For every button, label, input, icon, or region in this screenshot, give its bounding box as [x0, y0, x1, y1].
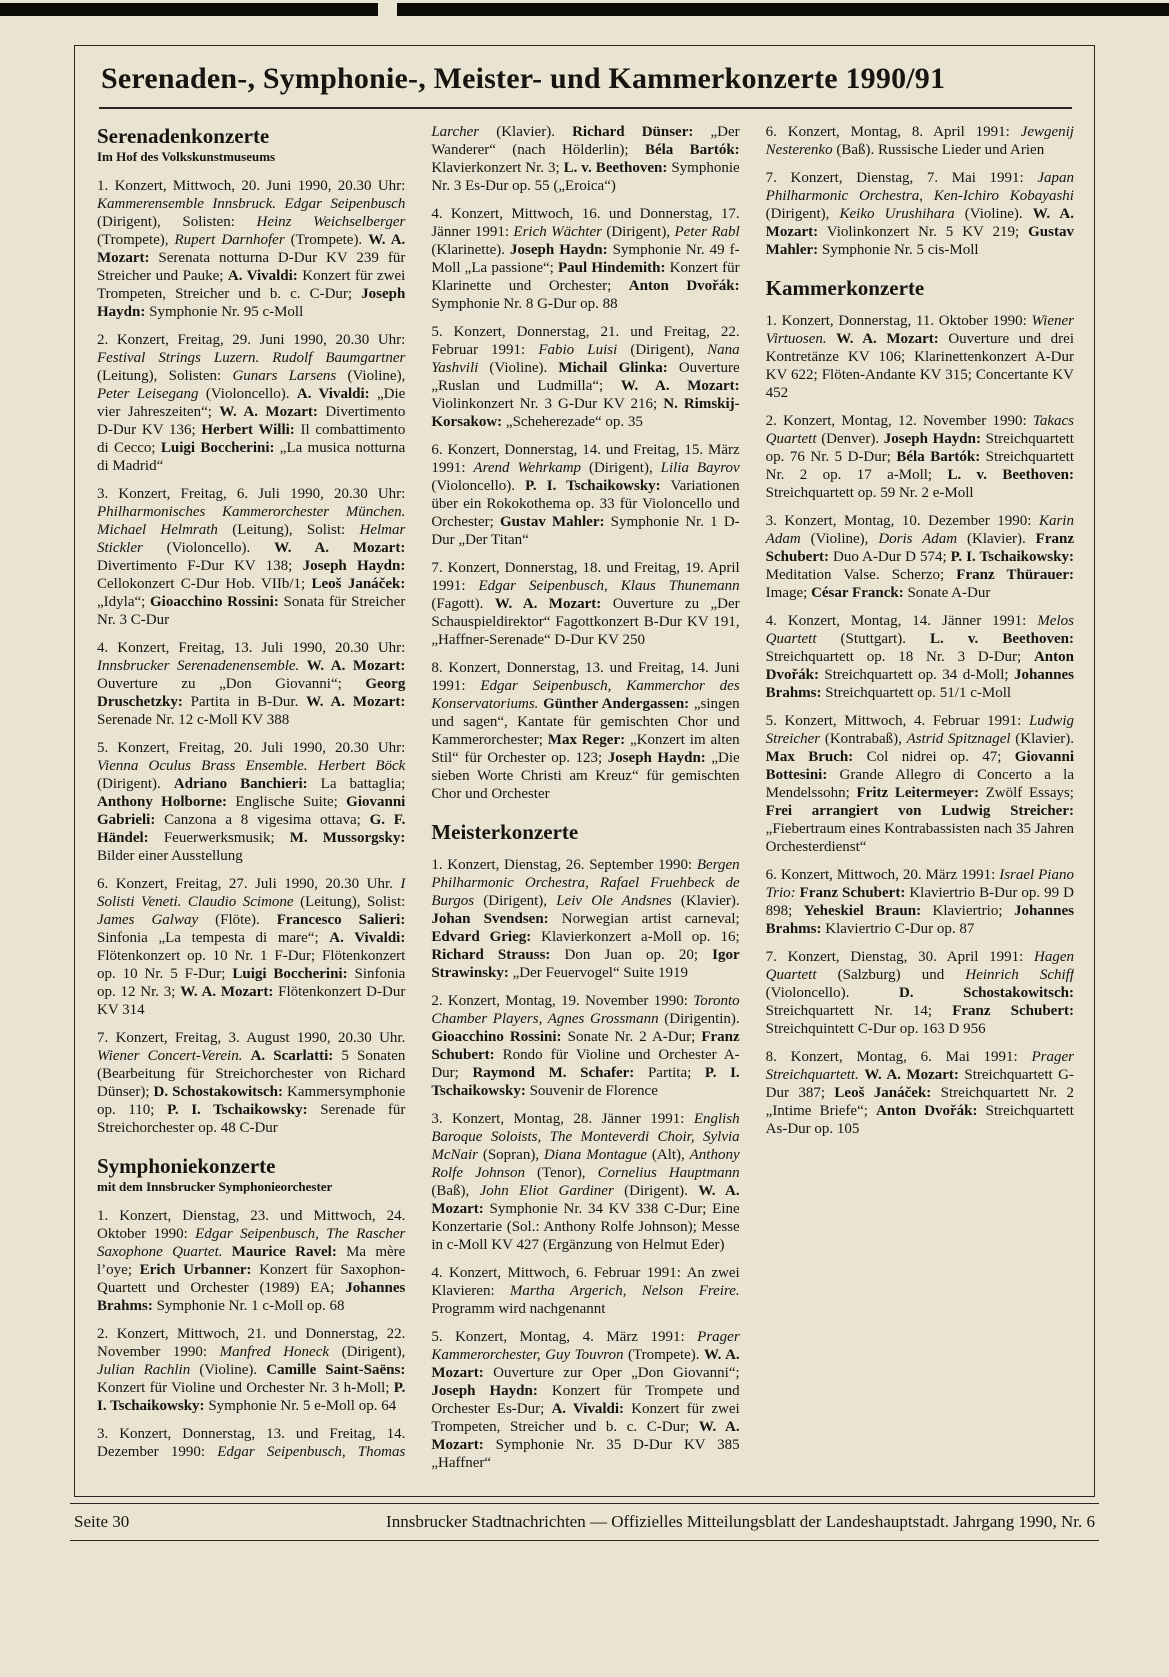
composer-name: Richard Dünser:: [572, 123, 694, 140]
composer-name: Joseph Haydn:: [431, 1382, 538, 1399]
ensemble-performer-name: Melos Quartett: [765, 612, 1074, 647]
concert-entry: 6. Konzert, Montag, 8. April 1991: Jewgenij Nesterenko (Baß). Russische Lieder und Arien: [765, 123, 1074, 158]
composer-name: P. I. Tschaikowsky:: [97, 1379, 406, 1414]
composer-name: Giovanni Bottesini:: [765, 748, 1074, 783]
ensemble-performer-name: Hagen Quartett: [765, 948, 1074, 983]
concert-entry: 1. Konzert, Mittwoch, 20. Juni 1990, 20.30 Uhr: Kammerensemble Innsbruck. Edgar Seipenbusch (Dirigent), Solisten: Heinz Weichselberger (Trompete), Rupert Darnhofer (Trompete). W. A. Mozart: Serenata notturna D-Dur KV 239 für Streicher und Pauke; A. Vivaldi: Konzert für zwei Trompeten, Streicher und b. c. C-Dur; Joseph Haydn: Symphonie Nr. 95 c-Moll: [97, 177, 406, 320]
section-heading-symphoniekonzerte: Symphoniekonzerte: [97, 1153, 276, 1178]
ensemble-performer-name: Edgar Seipenbusch, Kammerchor des Konservatoriums.: [431, 677, 740, 712]
composer-name: Joseph Haydn:: [302, 557, 406, 574]
composer-name: Luigi Boccherini:: [160, 439, 275, 456]
page-title: Serenaden-, Symphonie-, Meister- und Kammerkonzerte 1990/91: [101, 62, 946, 95]
ensemble-performer-name: Manfred Honeck: [219, 1343, 330, 1360]
concert-entry: 4. Konzert, Montag, 14. Jänner 1991: Melos Quartett (Stuttgart). L. v. Beethoven: Streichquartett op. 18 Nr. 3 D-Dur; Anton Dvořák: Streichquartett op. 34 d-Moll; Johannes Brahms: Streichquartett op. 51/1 c-Moll: [765, 612, 1074, 701]
composer-name: Herbert Willi:: [201, 421, 295, 438]
title-divider: [99, 107, 1072, 109]
ensemble-performer-name: Festival Strings Luzern. Rudolf Baumgartner: [97, 349, 406, 366]
composer-name: Erich Urbanner:: [139, 1261, 252, 1278]
composer-name: W. A. Mozart:: [274, 539, 406, 556]
composer-name: Johan Svendsen:: [431, 910, 549, 927]
concert-entry: 1. Konzert, Dienstag, 26. September 1990: Bergen Philharmonic Orchestra, Rafael Fruehbeck de Burgos (Dirigent), Leiv Ole Andsnes (Klavier). Johan Svendsen: Norwegian artist carneval; Edvard Grieg: Klavierkonzert a-Moll op. 16; Richard Strauss: Don Juan op. 20; Igor Strawinsky: „Der Feuervogel“ Suite 1919: [431, 856, 740, 981]
article-box: [74, 45, 1095, 1497]
composer-name: Gustav Mahler:: [765, 223, 1074, 258]
composer-name: Luigi Boccherini:: [232, 965, 348, 982]
publication-line: Innsbrucker Stadtnachrichten — Offizielles Mitteilungsblatt der Landeshauptstadt. Jahrgang 1990, Nr. 6: [386, 1512, 1095, 1531]
concert-entry: 3. Konzert, Montag, 10. Dezember 1990: Karin Adam (Violine), Doris Adam (Klavier). Franz Schubert: Duo A-Dur D 574; P. I. Tschaikowsky: Meditation Valse. Scherzo; Franz Thürauer: Image; César Franck: Sonate A-Dur: [765, 512, 1074, 601]
ensemble-performer-name: Nana Yashvili: [431, 341, 740, 376]
composer-name: P. I. Tschaikowsky:: [431, 1064, 740, 1099]
composer-name: D. Schostakowitsch:: [898, 984, 1074, 1001]
top-rule-bar: [0, 3, 1169, 16]
ensemble-performer-name: Cornelius Hauptmann: [597, 1164, 740, 1181]
ensemble-performer-name: Fabio Luisi: [538, 341, 618, 358]
composer-name: Johannes Brahms:: [765, 666, 1074, 701]
composer-name: Gioacchino Rossini:: [149, 593, 279, 610]
top-bar-right-segment: [397, 3, 1169, 16]
ensemble-performer-name: Edgar Seipenbusch, The Rascher Saxophone Quartet.: [97, 1225, 406, 1260]
composer-name: Yeheskiel Braun:: [803, 902, 922, 919]
composer-name: W. A. Mozart:: [836, 330, 939, 347]
ensemble-performer-name: Heinz Weichselberger: [256, 213, 406, 230]
concert-entry: 3. Konzert, Montag, 28. Jänner 1991: English Baroque Soloists, The Monteverdi Choir, Sylvia McNair (Sopran), Diana Montague (Alt), Anthony Rolfe Johnson (Tenor), Cornelius Hauptmann (Baß), John Eliot Gardiner (Dirigent). W. A. Mozart: Symphonie Nr. 34 KV 338 C-Dur; Eine Konzertarie (Sol.: Anthony Rolfe Johnson); Messe in c-Moll KV 427 (Ergänzung von Helmut Eder): [431, 1110, 740, 1253]
concert-entry: 5. Konzert, Freitag, 20. Juli 1990, 20.30 Uhr: Vienna Oculus Brass Ensemble. Herbert Böck (Dirigent). Adriano Banchieri: La battaglia; Anthony Holborne: Englische Suite; Giovanni Gabrieli: Canzona a 8 vigesima ottava; G. F. Händel: Feuerwerksmusik; M. Mussorgsky: Bilder einer Ausstellung: [97, 739, 406, 864]
ensemble-performer-name: Edgar Seipenbusch, Klaus Thunemann: [478, 577, 740, 594]
concert-entry: 3. Konzert, Freitag, 6. Juli 1990, 20.30 Uhr: Philharmonisches Kammerorchester München. Michael Helmrath (Leitung), Solist: Helmar Stickler (Violoncello). W. A. Mozart: Divertimento F-Dur KV 138; Joseph Haydn: Cellokonzert C-Dur Hob. VIIb/1; Leoš Janáček: „Idyla“; Gioacchino Rossini: Sonata für Streicher Nr. 3 C-Dur: [97, 485, 406, 628]
ensemble-performer-name: John Eliot Gardiner: [479, 1182, 614, 1199]
composer-name: Edvard Grieg:: [431, 928, 532, 945]
composer-name: W. A. Mozart:: [306, 693, 406, 710]
composer-name: Gustav Mahler:: [499, 513, 605, 530]
composer-name: L. v. Beethoven:: [947, 466, 1074, 483]
concert-entry: 5. Konzert, Donnerstag, 21. und Freitag, 22. Februar 1991: Fabio Luisi (Dirigent), Nana Yashvili (Violine). Michail Glinka: Ouverture „Ruslan und Ludmilla“; W. A. Mozart: Violinkonzert Nr. 3 G-Dur KV 216; N. Rimskij-Korsakow: „Scheherezade“ op. 35: [431, 323, 740, 430]
composer-name: Anton Dvořák:: [628, 277, 740, 294]
composer-name: A. Scarlatti:: [250, 1047, 334, 1064]
composer-name: Max Reger:: [547, 731, 626, 748]
footer-row: [70, 1504, 1099, 1540]
composer-name: Giovanni Gabrieli:: [97, 793, 406, 828]
concert-entry: 4. Konzert, Mittwoch, 6. Februar 1991: An zwei Klavieren: Martha Argerich, Nelson Freire. Programm wird nachgenannt: [431, 1264, 740, 1317]
composer-name: Joseph Haydn:: [97, 285, 406, 320]
ensemble-performer-name: Philharmonisches Kammerorchester München. Michael Helmrath: [97, 503, 406, 538]
section-subheading-serenadenkonzerte: Im Hof des Volkskunstmuseums: [97, 148, 276, 164]
ensemble-performer-name: Edgar Seipenbusch, Thomas Larcher: [217, 123, 480, 1460]
section-subheading-symphoniekonzerte: mit dem Innsbrucker Symphonieorchester: [97, 1178, 333, 1194]
composer-name: Adriano Banchieri:: [173, 775, 308, 792]
composer-name: L. v. Beethoven:: [930, 630, 1074, 647]
composer-name: Max Bruch:: [765, 748, 854, 765]
composer-name: Richard Strauss:: [431, 946, 551, 963]
ensemble-performer-name: Toronto Chamber Players, Agnes Grossmann: [431, 992, 740, 1027]
ensemble-performer-name: Karin Adam: [765, 512, 1074, 547]
section-kammerkonzerte: [766, 277, 1074, 1138]
concert-columns: [97, 123, 1074, 1479]
ensemble-performer-name: Kammerensemble Innsbruck. Edgar Seipenbusch: [97, 195, 406, 212]
section-heading-serenadenkonzerte: Serenadenkonzerte: [97, 123, 270, 148]
composer-name: A. Vivaldi:: [296, 385, 370, 402]
ensemble-performer-name: Erich Wächter: [513, 223, 602, 240]
composer-name: Frei arrangiert von Ludwig Streicher:: [765, 802, 1074, 819]
composer-name: A. Vivaldi:: [551, 1400, 625, 1417]
concert-entry: 4. Konzert, Freitag, 13. Juli 1990, 20.30 Uhr: Innsbrucker Serenadenensemble. W. A. Mozart: Ouverture zu „Don Giovanni“; Georg Druschetzky: Partita in B-Dur. W. A. Mozart: Serenade Nr. 12 c-Moll KV 388: [97, 639, 406, 728]
concert-entry: 7. Konzert, Dienstag, 30. April 1991: Hagen Quartett (Salzburg) und Heinrich Schiff (Violoncello). D. Schostakowitsch: Streichquartett Nr. 14; Franz Schubert: Streichquintett C-Dur op. 163 D 956: [765, 948, 1074, 1037]
concert-entry: 5. Konzert, Mittwoch, 4. Februar 1991: Ludwig Streicher (Kontrabaß), Astrid Spitznagel (Klavier). Max Bruch: Col nidrei op. 47; Giovanni Bottesini: Grande Allegro di Concerto a la Mendelssohn; Fritz Leitermeyer: Zwölf Essays; Frei arrangiert von Ludwig Streicher: „Fiebertraum eines Kontrabassisten nach 35 Jahren Orchesterdienst“: [765, 712, 1074, 855]
composer-name: Joseph Haydn:: [607, 749, 706, 766]
composer-name: W. A. Mozart:: [765, 205, 1074, 240]
ensemble-performer-name: Martha Argerich, Nelson Freire.: [509, 1282, 740, 1299]
concert-entry: 6. Konzert, Donnerstag, 14. und Freitag, 15. März 1991: Arend Wehrkamp (Dirigent), Lilia Bayrov (Violoncello). P. I. Tschaikowsky: Variationen über ein Rokokothema op. 33 für Violoncello und Orchester; Gustav Mahler: Symphonie Nr. 1 D-Dur „Der Titan“: [431, 441, 740, 548]
composer-name: W. A. Mozart:: [306, 657, 406, 674]
composer-name: W. A. Mozart:: [620, 377, 740, 394]
ensemble-performer-name: Innsbrucker Serenadenensemble.: [97, 657, 300, 674]
composer-name: Anton Dvořák:: [876, 1102, 978, 1119]
ensemble-performer-name: Japan Philharmonic Orchestra, Ken-Ichiro Kobayashi: [765, 169, 1074, 204]
composer-name: Béla Bartók:: [644, 141, 740, 158]
composer-name: Maurice Ravel:: [231, 1243, 337, 1260]
composer-name: Béla Bartók:: [896, 448, 981, 465]
composer-name: Leoš Janáček:: [834, 1084, 932, 1101]
concert-entry: 2. Konzert, Mittwoch, 21. und Donnerstag, 22. November 1990: Manfred Honeck (Dirigent), Julian Rachlin (Violine). Camille Saint-Saëns: Konzert für Violine und Orchester Nr. 3 h-Moll; P. I. Tschaikowsky: Symphonie Nr. 5 e-Moll op. 64: [97, 1325, 406, 1414]
ensemble-performer-name: Rupert Darnhofer: [174, 231, 285, 248]
composer-name: Fritz Leitermeyer:: [856, 784, 979, 801]
ensemble-performer-name: Prager Streichquartett.: [765, 1048, 1074, 1083]
ensemble-performer-name: Prager Kammerorchester, Guy Touvron: [431, 1328, 740, 1363]
composer-name: P. I. Tschaikowsky:: [167, 1101, 308, 1118]
ensemble-performer-name: Wiener Virtuosen.: [765, 312, 1074, 347]
composer-name: Joseph Haydn:: [510, 241, 608, 258]
composer-name: Michail Glinka:: [558, 359, 668, 376]
composer-name: P. I. Tschaikowsky:: [525, 477, 661, 494]
composer-name: Georg Druschetzky:: [97, 675, 406, 710]
ensemble-performer-name: Israel Piano Trio:: [765, 866, 1074, 901]
ensemble-performer-name: Julian Rachlin: [97, 1361, 191, 1378]
ensemble-performer-name: Jewgenij Nesterenko: [765, 123, 1074, 158]
ensemble-performer-name: Arend Wehrkamp: [473, 459, 582, 476]
ensemble-performer-name: Peter Leisegang: [97, 385, 199, 402]
ensemble-performer-name: Peter Rabl: [674, 223, 740, 240]
top-bar-left-segment: [0, 3, 378, 16]
composer-name: W. A. Mozart:: [431, 1418, 740, 1453]
composer-name: N. Rimskij-Korsakow:: [431, 395, 740, 430]
concert-entry: 5. Konzert, Montag, 4. März 1991: Prager Kammerorchester, Guy Touvron (Trompete). W. A. Mozart: Ouverture zur Oper „Don Giovanni“; Joseph Haydn: Konzert für Trompete und Orchester Es-Dur; A. Vivaldi: Konzert für zwei Trompeten, Streicher und b. c. C-Dur; W. A. Mozart: Symphonie Nr. 35 D-Dur KV 385 „Haffner“: [431, 1328, 740, 1471]
composer-name: W. A. Mozart:: [97, 231, 406, 266]
concert-entry: 3. Konzert, Donnerstag, 13. und Freitag, 14. Dezember 1990: Edgar Seipenbusch, Thomas Larcher (Klavier). Richard Dünser: „Der Wanderer“ (nach Hölderlin); Béla Bartók: Klavierkonzert Nr. 3; L. v. Beethoven: Symphonie Nr. 3 Es-Dur op. 55 („Eroica“): [97, 123, 740, 1460]
ensemble-performer-name: James Galway: [97, 911, 199, 928]
composer-name: Joseph Haydn:: [883, 430, 981, 447]
composer-name: Anthony Holborne:: [97, 793, 228, 810]
concert-entry: 7. Konzert, Freitag, 3. August 1990, 20.30 Uhr. Wiener Concert-Verein. A. Scarlatti: 5 Sonaten (Bearbeitung für Streichorchester von Richard Dünser); D. Schostakowitsch: Kammersymphonie op. 110; P. I. Tschaikowsky: Serenade für Streichorchester op. 48 C-Dur: [97, 1029, 406, 1136]
composer-name: A. Vivaldi:: [227, 267, 298, 284]
ensemble-performer-name: Ludwig Streicher: [765, 712, 1074, 747]
composer-name: W. A. Mozart:: [431, 1346, 740, 1381]
composer-name: W. A. Mozart:: [219, 403, 318, 420]
composer-name: Paul Hindemith:: [557, 259, 666, 276]
ensemble-performer-name: Helmar Stickler: [97, 521, 406, 556]
concert-entry: 4. Konzert, Mittwoch, 16. und Donnerstag, 17. Jänner 1991: Erich Wächter (Dirigent), Peter Rabl (Klarinette). Joseph Haydn: Symphonie Nr. 49 f-Moll „La passione“; Paul Hindemith: Konzert für Klarinette und Orchester; Anton Dvořák: Symphonie Nr. 8 G-Dur op. 88: [431, 205, 740, 312]
concert-entry: 2. Konzert, Freitag, 29. Juni 1990, 20.30 Uhr: Festival Strings Luzern. Rudolf Baumgartner (Leitung), Solisten: Gunars Larsens (Violine), Peter Leisegang (Violoncello). A. Vivaldi: „Die vier Jahreszeiten“; W. A. Mozart: Divertimento D-Dur KV 136; Herbert Willi: Il combattimento di Cecco; Luigi Boccherini: „La musica notturna di Madrid“: [97, 331, 406, 474]
ensemble-performer-name: Wiener Concert-Verein.: [97, 1047, 243, 1064]
composer-name: César Franck:: [811, 584, 904, 601]
composer-name: Franz Thürauer:: [956, 566, 1074, 583]
composer-name: Leoš Janáček:: [311, 575, 406, 592]
concert-entry: 1. Konzert, Donnerstag, 11. Oktober 1990: Wiener Virtuosen. W. A. Mozart: Ouverture und drei Kontretänze KV 106; Klarinettenkonzert A-Dur KV 622; Flöten-Andante KV 315; Concertante KV 452: [765, 312, 1074, 401]
section-heading-meisterkonzerte: Meisterkonzerte: [431, 819, 579, 844]
composer-name: Anton Dvořák:: [765, 648, 1074, 683]
concert-entry: 6. Konzert, Freitag, 27. Juli 1990, 20.30 Uhr. I Solisti Veneti. Claudio Scimone (Leitung), Solist: James Galway (Flöte). Francesco Salieri: Sinfonia „La tempesta di mare“; A. Vivaldi: Flötenkonzert op. 10 Nr. 1 F-Dur; Flötenkonzert op. 10 Nr. 5 F-Dur; Luigi Boccherini: Sinfonia op. 12 Nr. 3; W. A. Mozart: Flötenkonzert D-Dur KV 314: [97, 875, 406, 1018]
ensemble-performer-name: I Solisti Veneti. Claudio Scimone: [97, 875, 406, 910]
composer-name: M. Mussorgsky:: [289, 829, 406, 846]
ensemble-performer-name: Diana Montague: [543, 1146, 648, 1163]
composer-name: Johannes Brahms:: [765, 902, 1074, 937]
footer-bottom-rule: [70, 1540, 1099, 1541]
ensemble-performer-name: Anthony Rolfe Johnson: [431, 1146, 740, 1181]
composer-name: Franz Schubert:: [431, 1028, 740, 1063]
section-heading-kammerkonzerte: Kammerkonzerte: [765, 275, 925, 300]
composer-name: Raymond M. Schafer:: [472, 1064, 635, 1081]
composer-name: W. A. Mozart:: [431, 1182, 740, 1217]
concert-entry: 1. Konzert, Dienstag, 23. und Mittwoch, 24. Oktober 1990: Edgar Seipenbusch, The Rascher Saxophone Quartet. Maurice Ravel: Ma mère l’oye; Erich Urbanner: Konzert für Saxophon-Quartett und Orchester (1989) EA; Johannes Brahms: Symphonie Nr. 1 c-Moll op. 68: [97, 1207, 406, 1314]
ensemble-performer-name: Keiko Urushihara: [839, 205, 955, 222]
composer-name: Franz Schubert:: [765, 530, 1074, 565]
composer-name: Camille Saint-Saëns:: [266, 1361, 406, 1378]
concert-entry: 8. Konzert, Montag, 6. Mai 1991: Prager Streichquartett. W. A. Mozart: Streichquartett G-Dur 387; Leoš Janáček: Streichquartett Nr. 2 „Intime Briefe“; Anton Dvořák: Streichquartett As-Dur op. 105: [765, 1048, 1074, 1137]
composer-name: G. F. Händel:: [97, 811, 406, 846]
ensemble-performer-name: Vienna Oculus Brass Ensemble. Herbert Böck: [97, 757, 406, 774]
page-footer: [70, 1503, 1099, 1541]
ensemble-performer-name: Doris Adam: [878, 530, 958, 547]
concert-entry: 2. Konzert, Montag, 12. November 1990: Takacs Quartett (Denver). Joseph Haydn: Streichquartett op. 76 Nr. 5 D-Dur; Béla Bartók: Streichquartett Nr. 2 op. 17 a-Moll; L. v. Beethoven: Streichquartett op. 59 Nr. 2 e-Moll: [765, 412, 1074, 501]
composer-name: Franz Schubert:: [952, 1002, 1074, 1019]
composer-name: Francesco Salieri:: [276, 911, 406, 928]
concert-entry: 7. Konzert, Donnerstag, 18. und Freitag, 19. April 1991: Edgar Seipenbusch, Klaus Thunemann (Fagott). W. A. Mozart: Ouverture zu „Der Schauspieldirektor“ Fagottkonzert B-Dur KV 191, „Haffner-Serenade“ D-Dur KV 250: [431, 559, 740, 648]
ensemble-performer-name: Lilia Bayrov: [660, 459, 740, 476]
ensemble-performer-name: Heinrich Schiff: [965, 966, 1074, 983]
concert-entry: 8. Konzert, Donnerstag, 13. und Freitag, 14. Juni 1991: Edgar Seipenbusch, Kammerchor des Konservatoriums. Günther Andergassen: „singen und sagen“, Kantate für gemischten Chor und Kammerorchester; Max Reger: „Konzert im alten Stil“ für Orchester op. 123; Joseph Haydn: „Die sieben Worte Christi am Kreuz“ für gemischten Chor und Orchester: [431, 659, 740, 802]
composer-name: D. Schostakowitsch:: [153, 1083, 283, 1100]
composer-name: W. A. Mozart:: [494, 595, 602, 612]
section-serenadenkonzerte: [97, 125, 405, 1137]
composer-name: A. Vivaldi:: [329, 929, 406, 946]
composer-name: P. I. Tschaikowsky:: [950, 548, 1074, 565]
ensemble-performer-name: English Baroque Soloists, The Monteverdi Choir, Sylvia McNair: [431, 1110, 740, 1163]
concert-entry: 6. Konzert, Mittwoch, 20. März 1991: Israel Piano Trio: Franz Schubert: Klaviertrio B-Dur op. 99 D 898; Yeheskiel Braun: Klaviertrio; Johannes Brahms: Klaviertrio C-Dur op. 87: [765, 866, 1074, 937]
composer-name: L. v. Beethoven:: [563, 159, 668, 176]
composer-name: Gioacchino Rossini:: [431, 1028, 562, 1045]
ensemble-performer-name: Astrid Spitznagel: [906, 730, 1011, 747]
concert-entry: 7. Konzert, Dienstag, 7. Mai 1991: Japan Philharmonic Orchestra, Ken-Ichiro Kobayashi (Dirigent), Keiko Urushihara (Violine). W. A. Mozart: Violinkonzert Nr. 5 KV 219; Gustav Mahler: Symphonie Nr. 5 cis-Moll: [765, 169, 1074, 258]
composer-name: Günther Andergassen:: [543, 695, 690, 712]
composer-name: W. A. Mozart:: [180, 983, 274, 1000]
composer-name: W. A. Mozart:: [864, 1066, 959, 1083]
ensemble-performer-name: Bergen Philharmonic Orchestra, Rafael Fruehbeck de Burgos: [431, 856, 740, 909]
page-number: Seite 30: [74, 1512, 130, 1531]
composer-name: Johannes Brahms:: [97, 1279, 406, 1314]
ensemble-performer-name: Leiv Ole Andsnes: [556, 892, 672, 909]
composer-name: Igor Strawinsky:: [431, 946, 740, 981]
composer-name: Franz Schubert:: [799, 884, 906, 901]
concert-entry: 2. Konzert, Montag, 19. November 1990: Toronto Chamber Players, Agnes Grossmann (Dirigentin). Gioacchino Rossini: Sonate Nr. 2 A-Dur; Franz Schubert: Rondo für Violine und Orchester A-Dur; Raymond M. Schafer: Partita; P. I. Tschaikowsky: Souvenir de Florence: [431, 992, 740, 1099]
ensemble-performer-name: Gunars Larsens: [232, 367, 337, 384]
ensemble-performer-name: Takacs Quartett: [765, 412, 1074, 447]
